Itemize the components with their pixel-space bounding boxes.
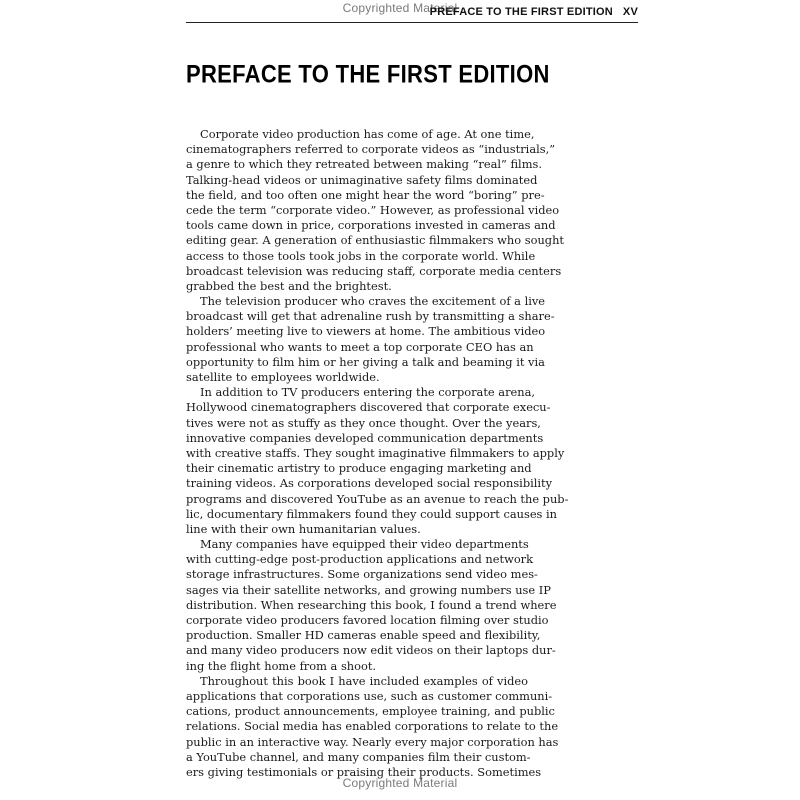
- paragraph: [186, 385, 569, 537]
- text-line: Talking-head videos or unimaginative safety films dominated: [186, 172, 538, 187]
- text-line: editing gear. A generation of enthusiastic filmmakers who sought: [186, 233, 564, 248]
- paragraph: [186, 127, 564, 294]
- text-line: opportunity to film him or her giving a talk and beaming it via: [186, 354, 545, 369]
- text-line: Throughout this book I have included examples of video: [200, 673, 528, 688]
- text-line: corporate video producers favored location filming over studio: [186, 613, 549, 627]
- copyright-watermark-top: Copyrighted Material: [342, 1, 458, 15]
- text-line: tives were not as stuffy as they once thought. Over the years,: [186, 415, 541, 430]
- text-line: and many video producers now edit videos on their laptops dur-: [186, 643, 556, 658]
- text-line: with cutting-edge post-production applications and network: [186, 552, 534, 567]
- text-line: professional who wants to meet a top corporate CEO has an: [186, 339, 534, 354]
- text-line: holders’ meeting live to viewers at home. The ambitious video: [186, 324, 546, 339]
- chapter-title: PREFACE TO THE FIRST EDITION: [186, 60, 550, 88]
- body-text: [186, 127, 569, 780]
- text-line: Hollywood cinematographers discovered that corporate execu-: [186, 400, 551, 415]
- text-line: In addition to TV producers entering the corporate arena,: [200, 385, 536, 400]
- paragraph: [186, 673, 559, 780]
- text-line: sages via their satellite networks, and growing numbers use IP: [186, 582, 551, 597]
- copyright-watermark-bottom: Copyrighted Material: [342, 776, 458, 790]
- text-line: satellite to employees worldwide.: [186, 370, 380, 384]
- text-line: distribution. When researching this book, I found a trend where: [186, 597, 557, 612]
- paragraph: [186, 294, 555, 385]
- text-line: cinematographers referred to corporate videos as “industrials,”: [186, 142, 556, 157]
- text-line: a genre to which they retreated between making “real” films.: [186, 157, 542, 172]
- text-line: applications that corporations use, such as customer communi-: [186, 688, 553, 703]
- page-number: XV: [622, 6, 638, 18]
- text-line: grabbed the best and the brightest.: [186, 278, 392, 293]
- text-line: storage infrastructures. Some organizations send video mes-: [186, 567, 538, 582]
- text-line: tools came down in price, corporations invested in cameras and: [186, 218, 556, 233]
- text-line: ing the flight home from a shoot.: [186, 658, 377, 673]
- text-line: public in an interactive way. Nearly every major corporation has: [186, 734, 559, 749]
- text-line: Many companies have equipped their video departments: [200, 537, 529, 552]
- running-header: [430, 6, 638, 18]
- text-line: lic, documentary filmmakers found they could support causes in: [186, 506, 558, 521]
- header-rule: [186, 22, 638, 23]
- paragraph: [186, 537, 557, 674]
- text-line: relations. Social media has enabled corporations to relate to the: [186, 719, 559, 734]
- text-line: access to those tools took jobs in the corporate world. While: [186, 248, 536, 263]
- text-line: a YouTube channel, and many companies film their custom-: [186, 749, 531, 764]
- running-header-title: PREFACE TO THE FIRST EDITION: [429, 6, 613, 18]
- text-line: line with their own humanitarian values.: [186, 521, 421, 536]
- text-line: their cinematic artistry to produce engaging marketing and: [186, 461, 532, 476]
- text-line: ers giving testimonials or praising their products. Sometimes: [186, 764, 542, 779]
- text-line: cations, product announcements, employee training, and public: [186, 704, 555, 719]
- text-line: cede the term “corporate video.” However, as professional video: [186, 202, 560, 217]
- text-line: innovative companies developed communication departments: [186, 430, 544, 445]
- text-line: The television producer who craves the excitement of a live: [200, 294, 546, 309]
- text-line: broadcast television was reducing staff, corporate media centers: [186, 263, 562, 278]
- text-line: the field, and too often one might hear the word “boring” pre-: [186, 187, 545, 202]
- text-line: with creative staffs. They sought imaginative filmmakers to apply: [186, 445, 565, 460]
- text-line: Corporate video production has come of age. At one time,: [200, 127, 535, 141]
- text-line: broadcast will get that adrenaline rush by transmitting a share-: [186, 309, 555, 324]
- text-line: programs and discovered YouTube as an avenue to reach the pub-: [186, 491, 569, 506]
- text-line: production. Smaller HD cameras enable speed and flexibility,: [186, 628, 541, 643]
- text-line: training videos. As corporations developed social responsibility: [186, 476, 553, 491]
